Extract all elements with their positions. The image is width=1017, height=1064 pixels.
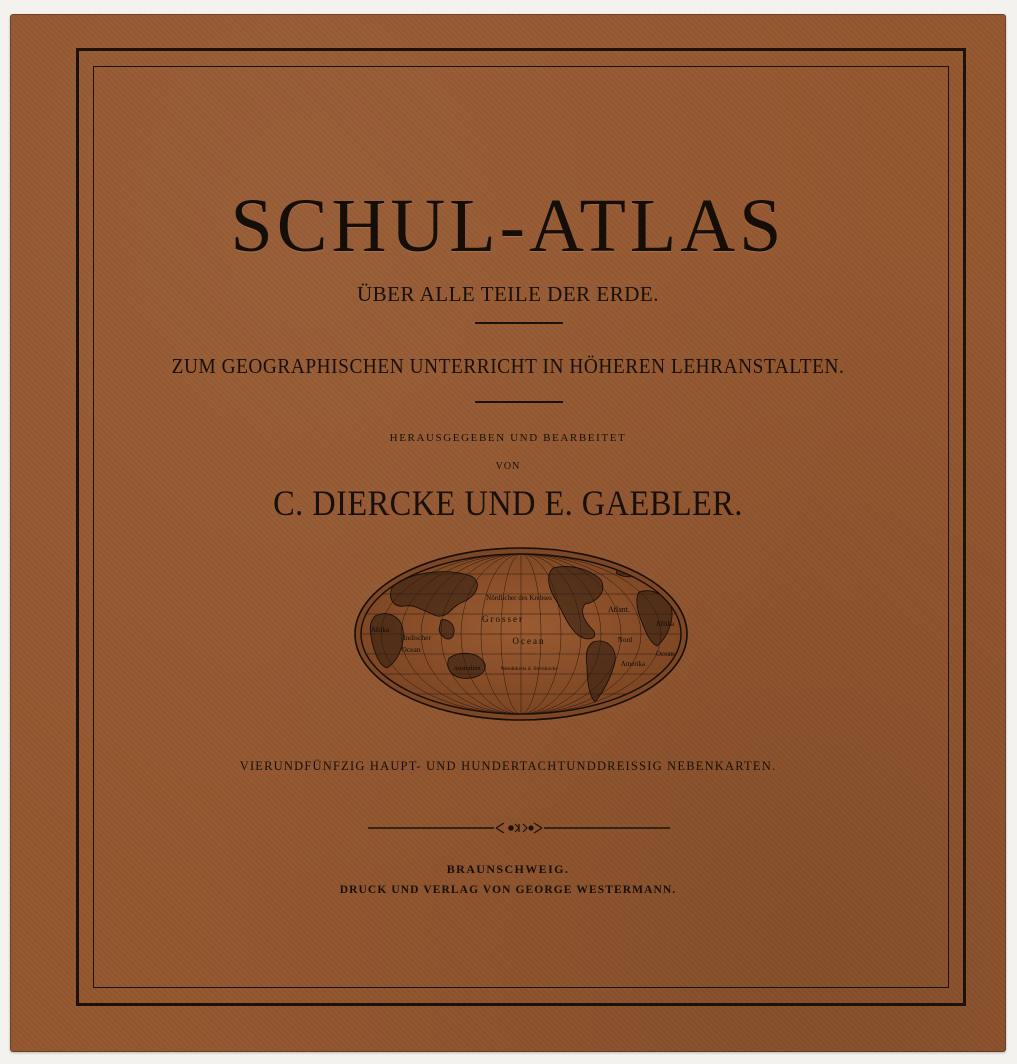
globe-label-nord: Nord <box>617 636 633 644</box>
book-cover <box>10 14 1006 1052</box>
publisher-city: BRAUNSCHWEIG. <box>446 862 570 876</box>
cover-title: SCHUL-ATLAS <box>230 184 786 268</box>
edited-by-line: HERAUSGEGEBEN UND BEARBEITET <box>389 432 627 444</box>
globe-label-afrika-west: Afrika <box>370 626 390 634</box>
publisher-line: DRUCK UND VERLAG VON GEORGE WESTERMANN. <box>339 884 677 896</box>
globe-label-amerika: Amerika <box>620 660 646 668</box>
globe-label-indischer: Indischer <box>403 633 431 642</box>
globe-label-atlant: Atlant. <box>608 605 630 614</box>
globe-label-bottom: Wendekreis d. Steinbocks <box>500 666 558 672</box>
globe-label-ocean: Ocean <box>512 636 546 646</box>
divider-rule <box>475 322 563 324</box>
maps-count-line: VIERUNDFÜNFZIG HAUPT- UND HUNDERTACHTUNDDREISSIG NEBENKARTEN. <box>239 759 777 773</box>
globe-label-top: Nördlicher des Krebses <box>486 594 552 602</box>
cover-purpose: ZUM GEOGRAPHISCHEN UNTERRICHT IN HÖHEREN LEHRANSTALTEN. <box>171 354 845 378</box>
globe-label-afrika-east: Afrika <box>655 620 675 628</box>
von-line: VON <box>495 461 521 472</box>
ornamental-divider <box>366 821 672 835</box>
divider-rule <box>475 401 563 403</box>
world-map-globe-illustration <box>353 546 689 722</box>
globe-label-australien: Australien <box>453 665 481 672</box>
cover-subtitle: ÜBER ALLE TEILE DER ERDE. <box>357 282 659 306</box>
globe-label-grosser: Grosser <box>482 614 524 624</box>
cover-authors: C. DIERCKE UND E. GAEBLER. <box>273 483 743 523</box>
globe-label-ocean-left: Ocean <box>401 645 421 654</box>
globe-label-ocean-right: Ocean <box>656 650 674 658</box>
